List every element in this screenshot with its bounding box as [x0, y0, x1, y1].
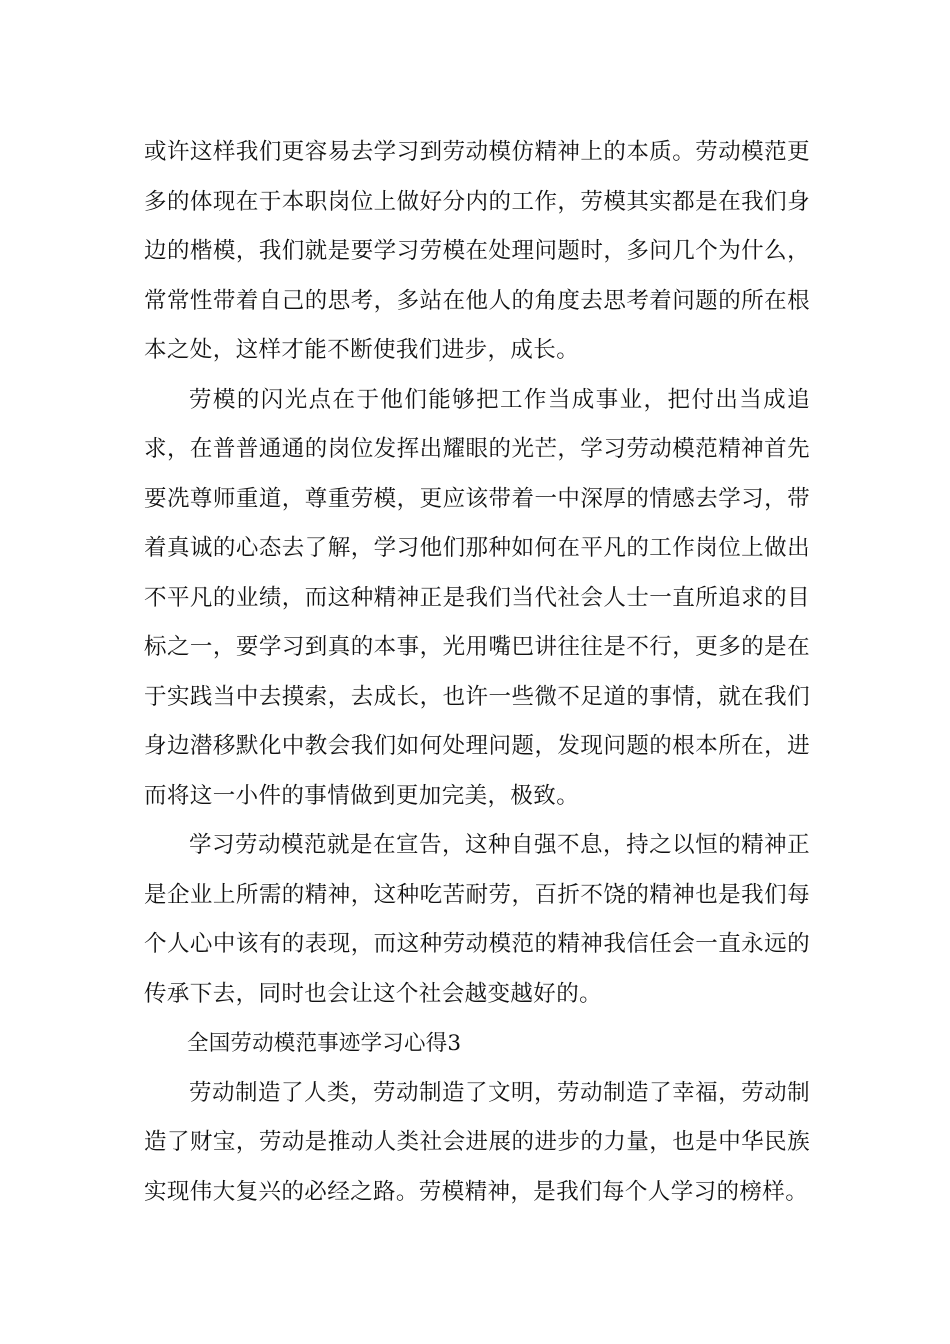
document-page — [144, 128, 810, 1217]
paragraph-continued: 或许这样我们更容易去学习到劳动模仿精神上的本质。劳动模范更多的体现在于本职岗位上做好分内的工作，劳模其实都是在我们身边的楷模，我们就是要学习劳模在处理问题时，多问几个为什么，常常性带着自己的思考，多站在他人的角度去思考着问题的所在根本之处，这样才能不断使我们进步，成长。 — [144, 139, 810, 363]
paragraph: 劳模的闪光点在于他们能够把工作当成事业，把付出当成追求，在普普通通的岗位发挥出耀眼的光芒，学习劳动模范精神首先要冼尊师重道，尊重劳模，更应该带着一中深厚的情感去学习，带着真诚的心态去了解，学习他们那种如何在平凡的工作岗位上做出不平凡的业绩，而这种精神正是我们当代社会人士一直所追求的目标之一，要学习到真的本事，光用嘴巴讲往往是不行，更多的是在于实践当中去摸索，去成长，也许一些微不足道的事情，就在我们身边潜移默化中教会我们如何处理问题，发现问题的根本所在，进而将这一小件的事情做到更加完美，极致。 — [144, 386, 810, 809]
section-heading: 全国劳动模范事迹学习心得3 — [187, 1031, 462, 1056]
paragraph: 劳动制造了人类，劳动制造了文明，劳动制造了幸福，劳动制造了财宝，劳动是推动人类社会进展的进步的力量，也是中华民族实现伟大复兴的必经之路。劳模精神，是我们每个人学习的榜样。 — [144, 1079, 810, 1205]
paragraph: 学习劳动模范就是在宣告，这种自强不息，持之以恒的精神正是企业上所需的精神，这种吃苦耐劳，百折不饶的精神也是我们每个人心中该有的表现，而这种劳动模范的精神我信任会一直永远的传承下去，同时也会让这个社会越变越好的。 — [144, 832, 810, 1007]
